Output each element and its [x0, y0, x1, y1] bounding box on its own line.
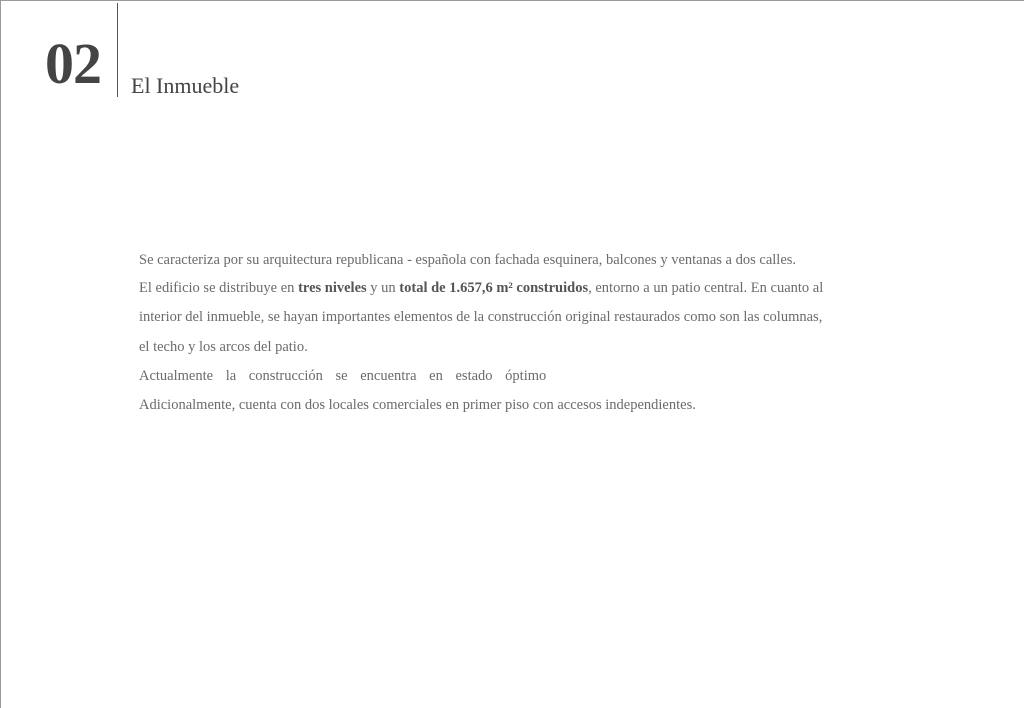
description-line-distribution [139, 274, 909, 303]
text-segment: El edificio se distribuye en [139, 280, 299, 296]
property-description [139, 247, 909, 420]
description-line-condition: Actualmente la construcción se encuentra en estado óptimo [139, 368, 547, 384]
description-line-interior: interior del inmueble, se hayan importantes elementos de la construcción original restaurados como son las columnas, [139, 309, 823, 325]
section-number: 02 [45, 31, 101, 96]
text-segment: y un [366, 280, 400, 296]
description-line-patio: el techo y los arcos del patio. [139, 339, 308, 355]
header-divider [117, 3, 118, 97]
description-line-architecture: Se caracteriza por su arquitectura republicana - española con fachada esquinera, balcones y ventanas a dos calles. [139, 252, 797, 268]
section-title: El Inmueble [131, 73, 240, 98]
description-line-commercial: Adicionalmente, cuenta con dos locales comerciales en primer piso con accesos independientes. [139, 397, 696, 413]
area-highlight: total de 1.657,6 m² construidos [399, 280, 589, 296]
text-segment: , entorno a un patio central. En cuanto al [588, 280, 824, 296]
levels-highlight: tres niveles [298, 280, 367, 296]
